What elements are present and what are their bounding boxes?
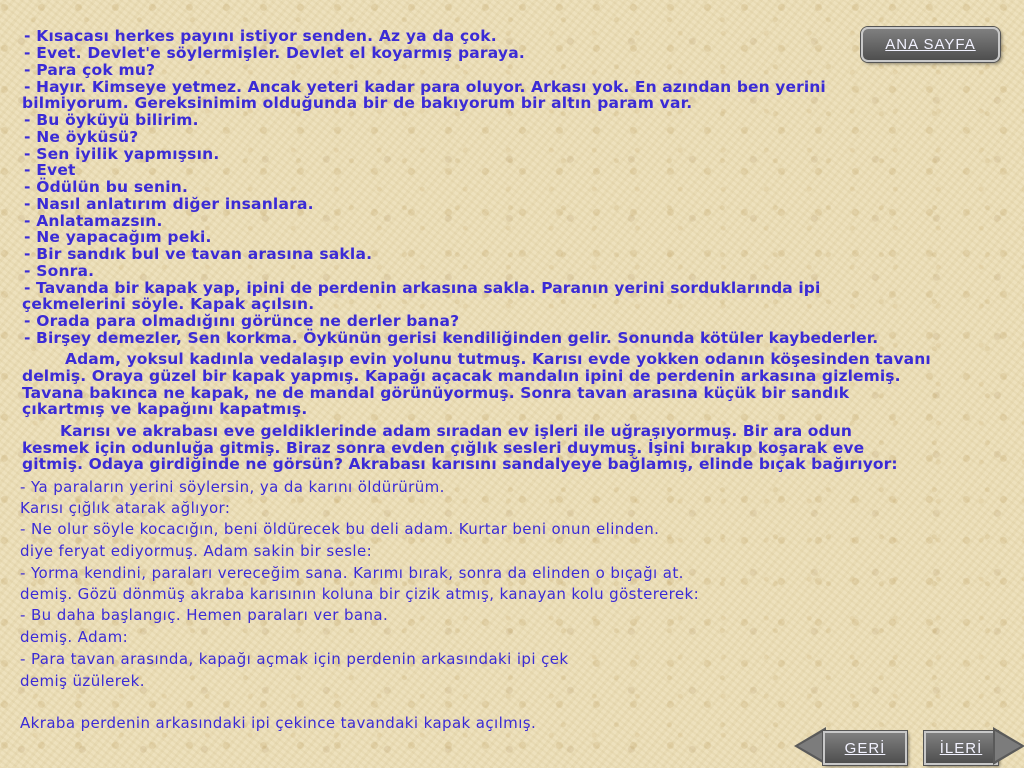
story-line: kesmek için odunluğa gitmiş. Biraz sonra evden çığlık sesleri duymuş. İşini bırakıp koşarak eve bbox=[22, 439, 865, 457]
story-line: - Kısacası herkes payını istiyor senden. Az ya da çok. bbox=[24, 27, 497, 45]
story-line: bilmiyorum. Gereksinimim olduğunda bir de bakıyorum bir altın param var. bbox=[22, 94, 693, 112]
story-line: Akraba perdenin arkasındaki ipi çekince tavandaki kapak açılmış. bbox=[20, 714, 537, 732]
story-line: - Ödülün bu senin. bbox=[24, 178, 189, 196]
story-line: - Ya paraların yerini söylersin, ya da karını öldürürüm. bbox=[20, 478, 445, 496]
story-line: - Sonra. bbox=[24, 262, 95, 280]
story-line: - Bu öyküyü bilirim. bbox=[24, 111, 199, 129]
story-line: çıkartmış ve kapağını kapatmış. bbox=[22, 400, 308, 418]
story-line: Karısı ve akrabası eve geldiklerinde adam sıradan ev işleri ile uğraşıyormuş. Bir ara odun bbox=[60, 422, 852, 440]
story-line: çekmelerini söyle. Kapak açılsın. bbox=[22, 295, 315, 313]
back-arrow-inner-icon bbox=[798, 731, 824, 761]
story-line: - Sen iyilik yapmışsın. bbox=[24, 145, 220, 163]
story-line: delmiş. Oraya güzel bir kapak yapmış. Kapağı açacak mandalın ipini de perdenin arkasına gizlemiş. bbox=[22, 367, 901, 385]
story-line: - Hayır. Kimseye yetmez. Ancak yeteri kadar para oluyor. Arkası yok. En azından ben yerini bbox=[24, 78, 826, 96]
story-line: diye feryat ediyormuş. Adam sakin bir sesle: bbox=[20, 542, 373, 560]
back-button[interactable]: GERİ bbox=[823, 731, 907, 765]
story-line: demiş. Gözü dönmüş akraba karısının koluna bir çizik atmış, kanayan kolu göstererek: bbox=[20, 585, 700, 603]
story-line: - Para çok mu? bbox=[24, 61, 156, 79]
story-line: Tavana bakınca ne kapak, ne de mandal görünüyormuş. Sonra tavan arasına küçük bir sandık bbox=[22, 384, 850, 402]
story-line: Adam, yoksul kadınla vedalaşıp evin yolunu tutmuş. Karısı evde yokken odanın köşesinden tavanı bbox=[65, 350, 931, 368]
story-line: - Bir sandık bul ve tavan arasına sakla. bbox=[24, 245, 373, 263]
story-line: - Ne yapacağım peki. bbox=[24, 228, 212, 246]
story-line: - Ne olur söyle kocacığın, beni öldürecek bu deli adam. Kurtar beni onun elinden. bbox=[20, 520, 660, 538]
next-arrow-inner-icon bbox=[995, 731, 1021, 761]
story-line: - Nasıl anlatırım diğer insanlara. bbox=[24, 195, 314, 213]
story-line: - Birşey demezler, Sen korkma. Öykünün gerisi kendiliğinden gelir. Sonunda kötüler kaybederler. bbox=[24, 329, 879, 347]
story-line: demiş. Adam: bbox=[20, 628, 129, 646]
story-line: gitmiş. Odaya girdiğinde ne görsün? Akrabası karısını sandalyeye bağlamış, elinde bıçak bağırıyor: bbox=[22, 455, 898, 473]
story-line: - Anlatamazsın. bbox=[24, 212, 163, 230]
home-button[interactable]: ANA SAYFA bbox=[861, 27, 1000, 62]
story-line: demiş üzülerek. bbox=[20, 672, 145, 690]
story-line: - Evet. Devlet'e söylermişler. Devlet el koyarmış paraya. bbox=[24, 44, 525, 62]
story-line: - Para tavan arasında, kapağı açmak için perdenin arkasındaki ipi çek bbox=[20, 650, 569, 668]
story-line: - Orada para olmadığını görünce ne derler bana? bbox=[24, 312, 460, 330]
story-line: - Evet bbox=[24, 161, 76, 179]
story-line: - Bu daha başlangıç. Hemen paraları ver bana. bbox=[20, 606, 389, 624]
story-line: - Ne öyküsü? bbox=[24, 128, 139, 146]
story-line: - Yorma kendini, paraları vereceğim sana. Karımı bırak, sonra da elinden o bıçağı at. bbox=[20, 564, 684, 582]
next-button[interactable]: İLERİ bbox=[924, 731, 998, 765]
story-line: - Tavanda bir kapak yap, ipini de perdenin arkasına sakla. Paranın yerini sorduklarında ipi bbox=[24, 279, 821, 297]
story-line: Karısı çığlık atarak ağlıyor: bbox=[20, 499, 231, 517]
